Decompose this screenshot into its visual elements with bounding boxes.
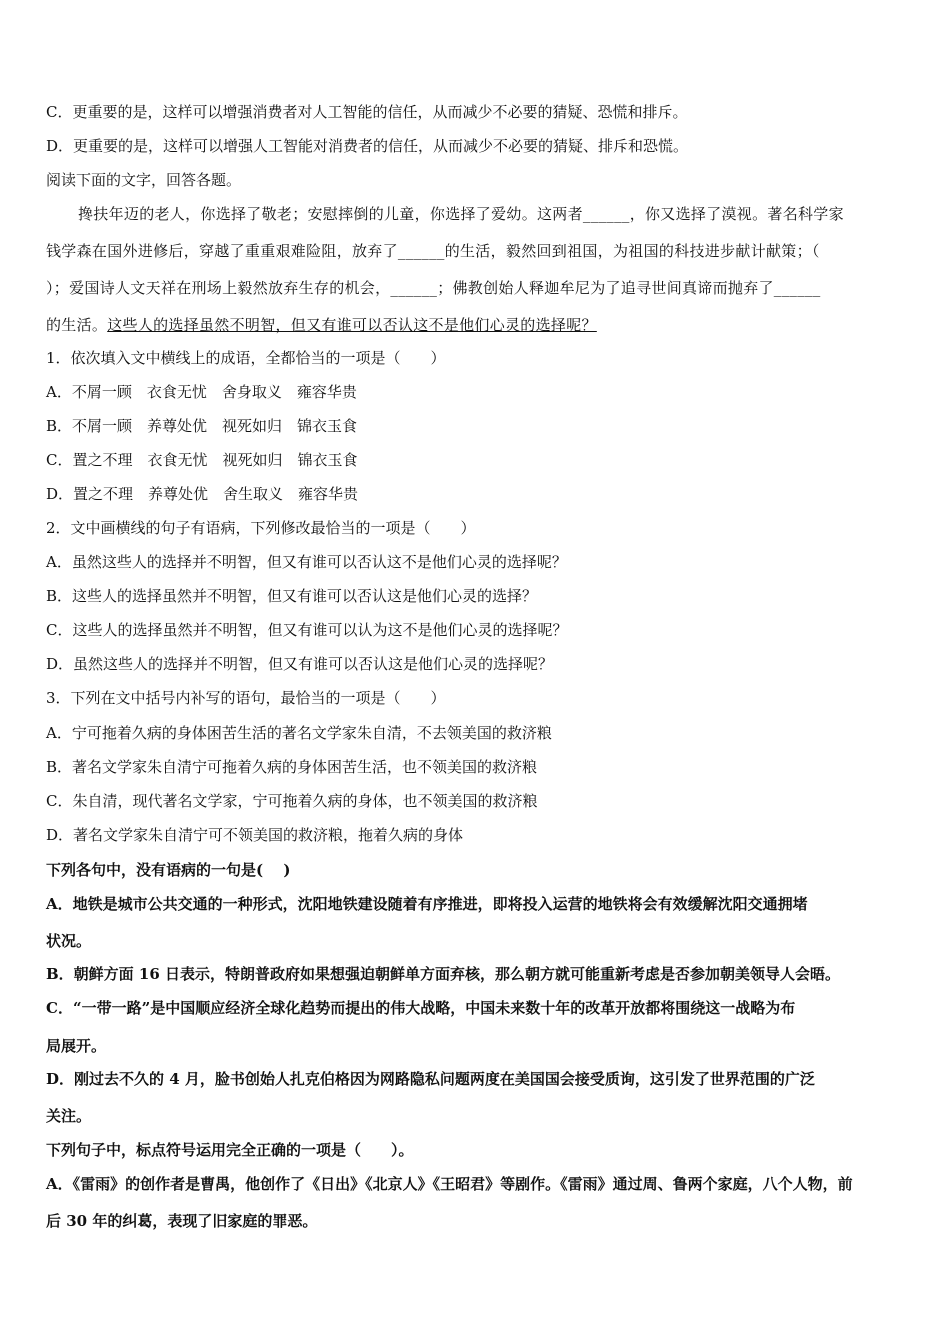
q1-stem: 1．依次填入文中横线上的成语，全都恰当的一项是（ ） (46, 349, 446, 367)
q3-option-b: B．著名文学家朱自清宁可拖着久病的身体困苦生活，也不领美国的救济粮 (46, 758, 538, 776)
q5-option-a-line2: 后 30 年的纠葛，表现了旧家庭的罪恶。 (46, 1212, 318, 1230)
q4-option-d-line2: 关注。 (46, 1107, 92, 1125)
q5-stem: 下列句子中，标点符号运用完全正确的一项是（ ）。 (46, 1141, 414, 1159)
q3-option-c: C．朱自清，现代著名文学家，宁可拖着久病的身体，也不领美国的救济粮 (46, 792, 538, 810)
q4-option-a-line1: A．地铁是城市公共交通的一种形式，沈阳地铁建设随着有序推进，即将投入运营的地铁将会有效缓解沈阳交通拥堵 (46, 895, 808, 913)
q2-option-d: D．虽然这些人的选择并不明智，但又有谁可以否认这是他们心灵的选择呢？ (46, 655, 554, 673)
q1-option-b: B．不屑一顾 养尊处优 视死如归 锦衣玉食 (46, 417, 358, 435)
q3-stem: 3．下列在文中括号内补写的语句，最恰当的一项是（ ） (46, 689, 446, 707)
reading-instruction: 阅读下面的文字，回答各题。 (46, 171, 242, 189)
q5-option-a-line1: A．《雷雨》的创作者是曹禺，他创作了《日出》《北京人》《王昭君》等剧作。《雷雨》通过周、鲁两个家庭，八个人物，前 (46, 1175, 853, 1193)
q1-option-a: A．不屑一顾 衣食无忧 舍身取义 雍容华贵 (46, 383, 357, 401)
option-d-prev: D．更重要的是，这样可以增强人工智能对消费者的信任，从而减少不必要的猜疑、排斥和恐慌。 (46, 137, 689, 155)
q4-stem: 下列各句中，没有语病的一句是( ) (46, 861, 291, 879)
q3-option-a: A．宁可拖着久病的身体困苦生活的著名文学家朱自清，不去领美国的救济粮 (46, 724, 552, 742)
q2-option-c: C．这些人的选择虽然并不明智，但又有谁可以认为这不是他们心灵的选择呢？ (46, 621, 568, 639)
q2-stem: 2．文中画横线的句子有语病，下列修改最恰当的一项是（ ） (46, 519, 476, 537)
option-c-prev: C．更重要的是，这样可以增强消费者对人工智能的信任，从而减少不必要的猜疑、恐慌和排斥。 (46, 103, 688, 121)
passage-line-2: 钱学森在国外进修后，穿越了重重艰难险阻，放弃了______的生活，毅然回到祖国，为祖国的科技进步献计献策；（ (46, 242, 820, 260)
passage-line-3: ）；爱国诗人文天祥在刑场上毅然放弃生存的机会，______；佛教创始人释迦牟尼为了追寻世间真谛而抛弃了______ (46, 279, 821, 297)
q4-option-c-line2: 局展开。 (46, 1037, 107, 1055)
q2-option-a: A．虽然这些人的选择并不明智，但又有谁可以否认这不是他们心灵的选择呢？ (46, 553, 567, 571)
q4-option-c-line1: C．“一带一路”是中国顺应经济全球化趋势而提出的伟大战略，中国未来数十年的改革开放都将围绕这一战略为布 (46, 999, 796, 1017)
q1-option-d: D．置之不理 养尊处优 舍生取义 雍容华贵 (46, 485, 359, 503)
passage-line-4-text: 的生活。 (46, 316, 108, 334)
underlined-sentence: 这些人的选择虽然不明智，但又有谁可以否认这不是他们心灵的选择呢？ (107, 316, 597, 334)
passage-line-4 (46, 315, 597, 335)
q1-option-c: C．置之不理 衣食无忧 视死如归 锦衣玉食 (46, 451, 358, 469)
passage-line-1: 搀扶年迈的老人，你选择了敬老；安慰摔倒的儿童，你选择了爱幼。这两者______，你又选择了漠视。著名科学家 (78, 205, 844, 223)
q3-option-d: D．著名文学家朱自清宁可不领美国的救济粮，拖着久病的身体 (46, 826, 464, 844)
q4-option-a-line2: 状况。 (46, 932, 92, 950)
q4-option-b: B．朝鲜方面 16 日表示，特朗普政府如果想强迫朝鲜单方面弃核，那么朝方就可能重新考虑是否参加朝美领导人会晤。 (46, 965, 841, 983)
q4-option-d-line1: D．刚过去不久的 4 月，脸书创始人扎克伯格因为网路隐私问题两度在美国国会接受质询，这引发了世界范围的广泛 (46, 1070, 815, 1088)
q2-option-b: B．这些人的选择虽然并不明智，但又有谁可以否认这是他们心灵的选择？ (46, 587, 538, 605)
